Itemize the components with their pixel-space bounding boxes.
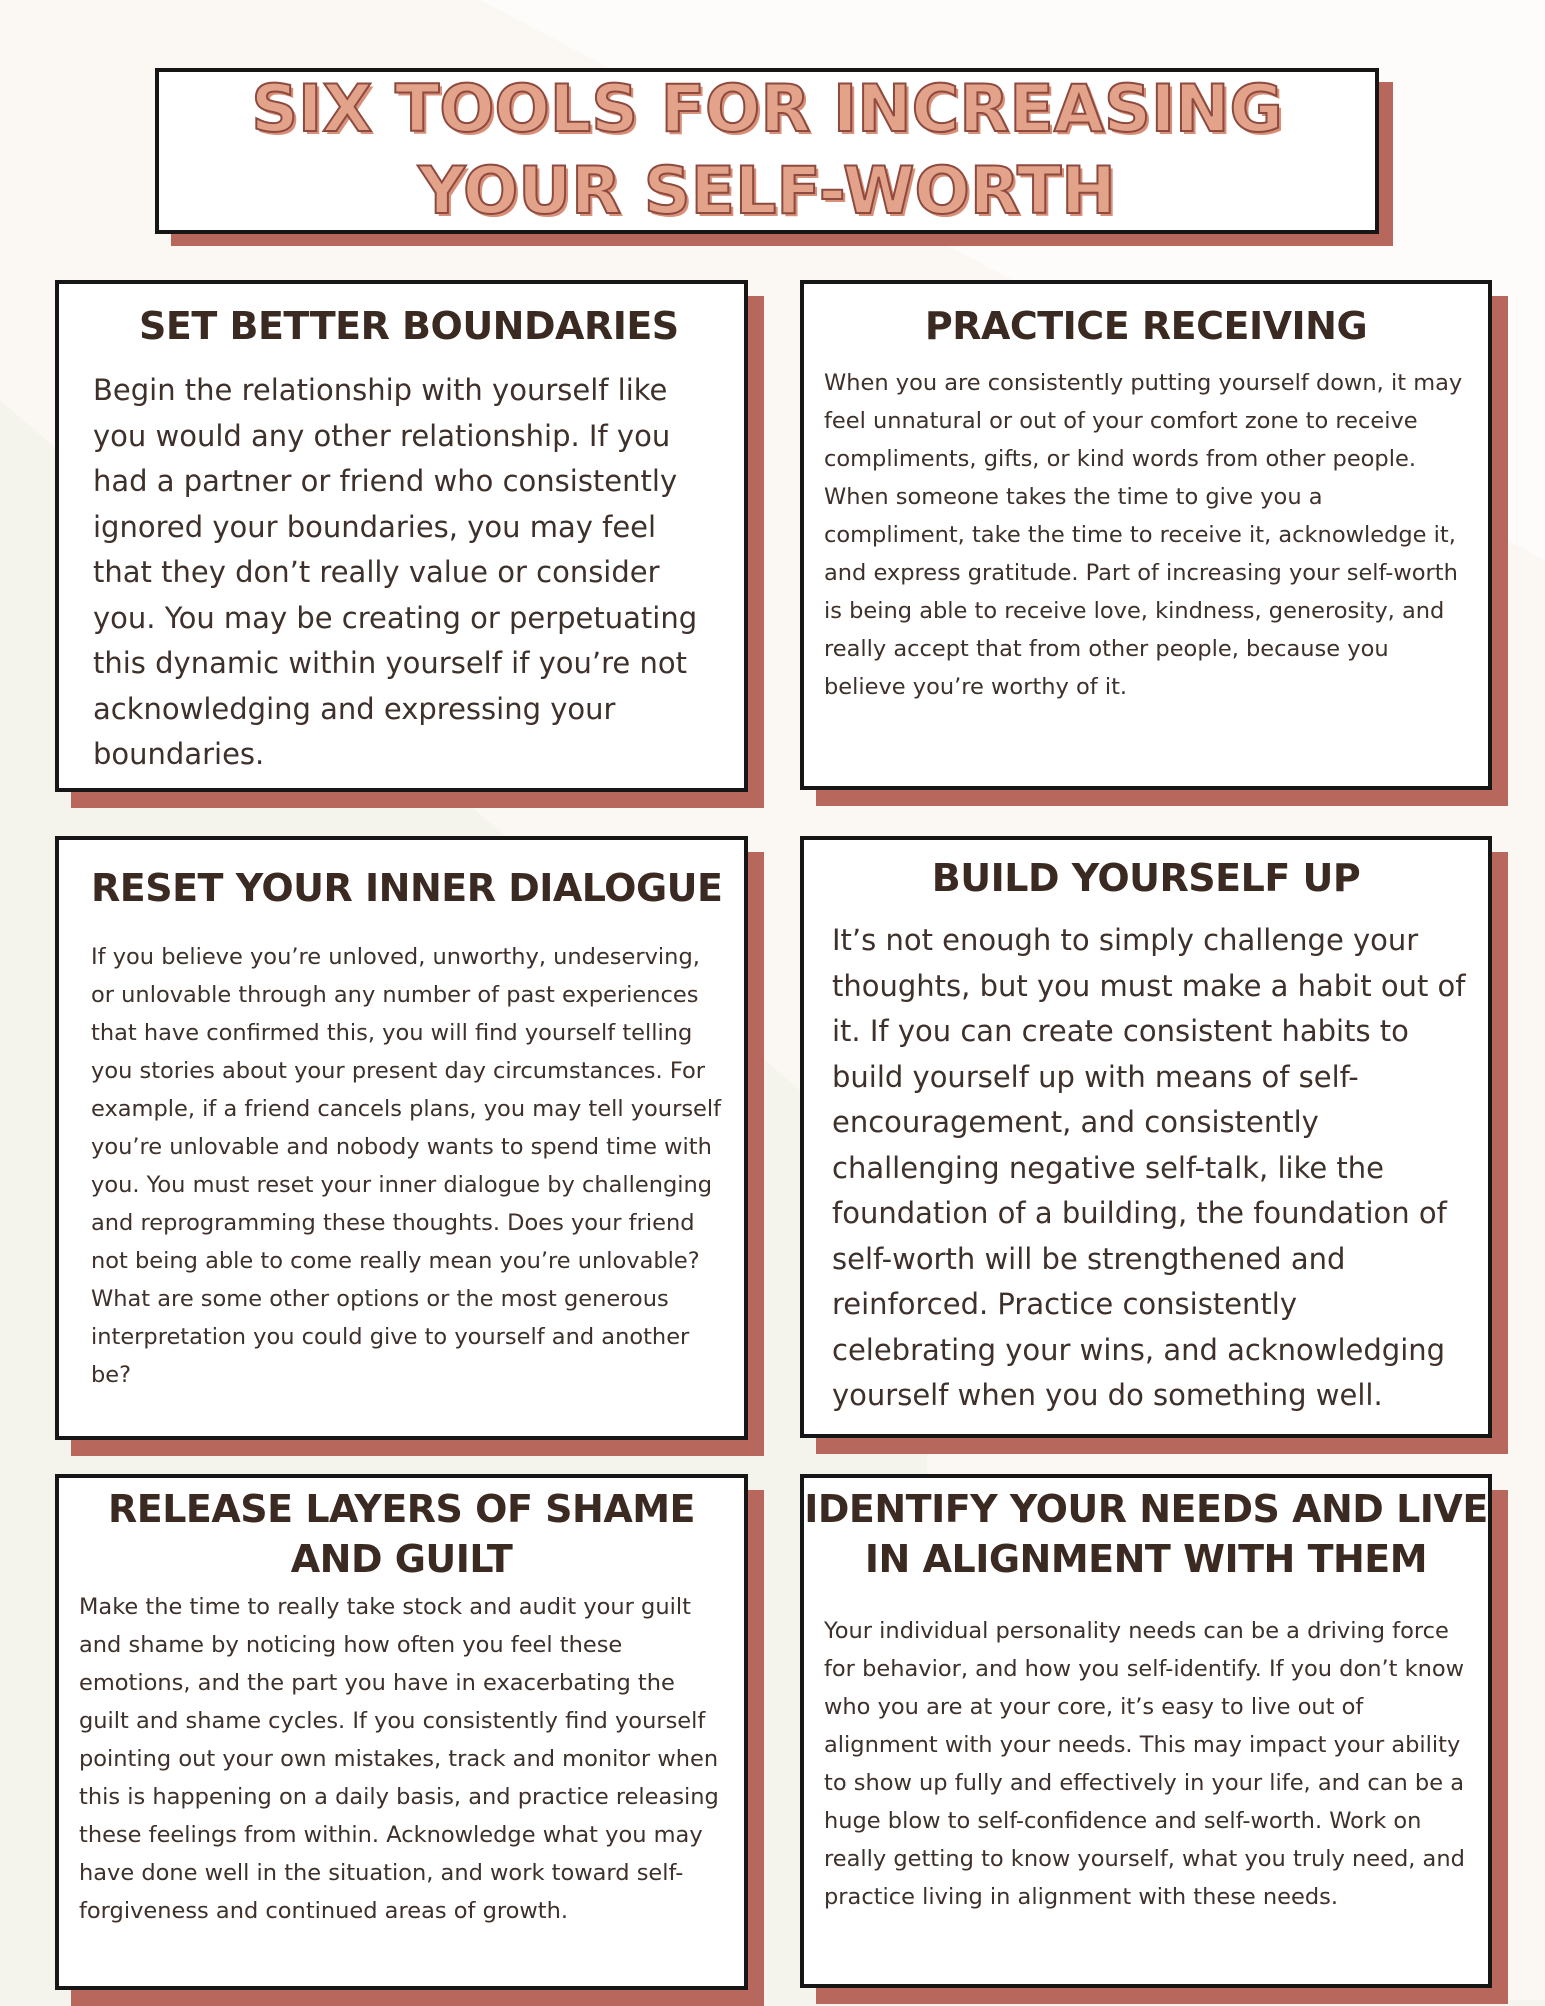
card-box bbox=[800, 280, 1492, 790]
card-body: Your individual personality needs can be a driving force for behavior, and how you self-identify. If you don’t know who you are at your core, it’s easy to live out of alignment with your needs. This may impact your ability to show up fully and effectively in your life, and can be a huge blow to self-confidence and self-worth. Work on really getting to know yourself, what you truly need, and practice living in alignment with these needs. bbox=[824, 1618, 1465, 1910]
card-heading: IDENTIFY YOUR NEEDS AND LIVE IN ALIGNMENT WITH THEM bbox=[804, 1487, 1488, 1581]
title-box bbox=[155, 68, 1379, 234]
title-banner bbox=[155, 68, 1377, 232]
card-build-yourself-up bbox=[800, 836, 1492, 1438]
card-heading: BUILD YOURSELF UP bbox=[931, 856, 1361, 900]
card-box bbox=[800, 836, 1492, 1438]
card-identify-needs bbox=[800, 1474, 1492, 1988]
card-heading: SET BETTER BOUNDARIES bbox=[139, 304, 679, 348]
card-body: Make the time to really take stock and audit your guilt and shame by noticing how often you feel these emotions, and the part you have in exacerbating the guilt and shame cycles. If you consistently find yourself pointing out your own mistakes, track and monitor when this is happening on a daily basis, and practice releasing these feelings from within. Acknowledge what you may have done well in the situation, and work toward self-forgiveness and continued areas of growth. bbox=[79, 1594, 719, 1924]
card-heading: RESET YOUR INNER DIALOGUE bbox=[91, 866, 723, 910]
card-box bbox=[800, 1474, 1492, 1988]
card-practice-receiving bbox=[800, 280, 1492, 790]
page-title bbox=[192, 69, 1342, 233]
card-body: If you believe you’re unloved, unworthy, undeserving, or unlovable through any number of past experiences that have confirmed this, you will find yourself telling you stories about your present day circumstances. For example, if a friend cancels plans, you may tell yourself you’re unlovable and nobody wants to spend time with you. You must reset your inner dialogue by challenging and reprogramming these thoughts. Does your friend not being able to come really mean you’re unlovable? What are some other options or the most generous interpretation you could give to yourself and another be? bbox=[91, 944, 722, 1388]
card-box bbox=[55, 1474, 748, 1990]
card-release-shame-guilt bbox=[55, 1474, 748, 1990]
card-body: It’s not enough to simply challenge your thoughts, but you must make a habit out of it. If you can create consistent habits to build yourself up with means of self-encouragement, and consistently challenging negative self-talk, like the foundation of a building, the foundation of self-worth will be strengthened and reinforced. Practice consistently celebrating your wins, and acknowledging yourself when you do something well. bbox=[832, 923, 1466, 1412]
card-body: When you are consistently putting yourself down, it may feel unnatural or out of your comfort zone to receive compliments, gifts, or kind words from other people. When someone takes the time to give you a compliment, take the time to receive it, acknowledge it, and express gratitude. Part of increasing your self-worth is being able to receive love, kindness, generosity, and really accept that from other people, because you believe you’re worthy of it. bbox=[824, 370, 1463, 700]
card-body: Begin the relationship with yourself like you would any other relationship. If you had a partner or friend who consistently ignored your boundaries, you may feel that they don’t really value or consider you. You may be creating or perpetuating this dynamic within yourself if you’re not acknowledging and expressing your boundaries. bbox=[93, 373, 698, 771]
page-title-line-1: SIX TOOLS FOR INCREASING bbox=[251, 72, 1283, 147]
card-reset-inner-dialogue bbox=[55, 836, 748, 1440]
card-heading: PRACTICE RECEIVING bbox=[924, 304, 1368, 348]
card-set-better-boundaries bbox=[55, 280, 748, 792]
card-box bbox=[55, 836, 748, 1440]
card-heading: RELEASE LAYERS OF SHAME AND GUILT bbox=[107, 1487, 696, 1581]
card-box bbox=[55, 280, 748, 792]
page-title-line-2: YOUR SELF-WORTH bbox=[418, 154, 1116, 229]
